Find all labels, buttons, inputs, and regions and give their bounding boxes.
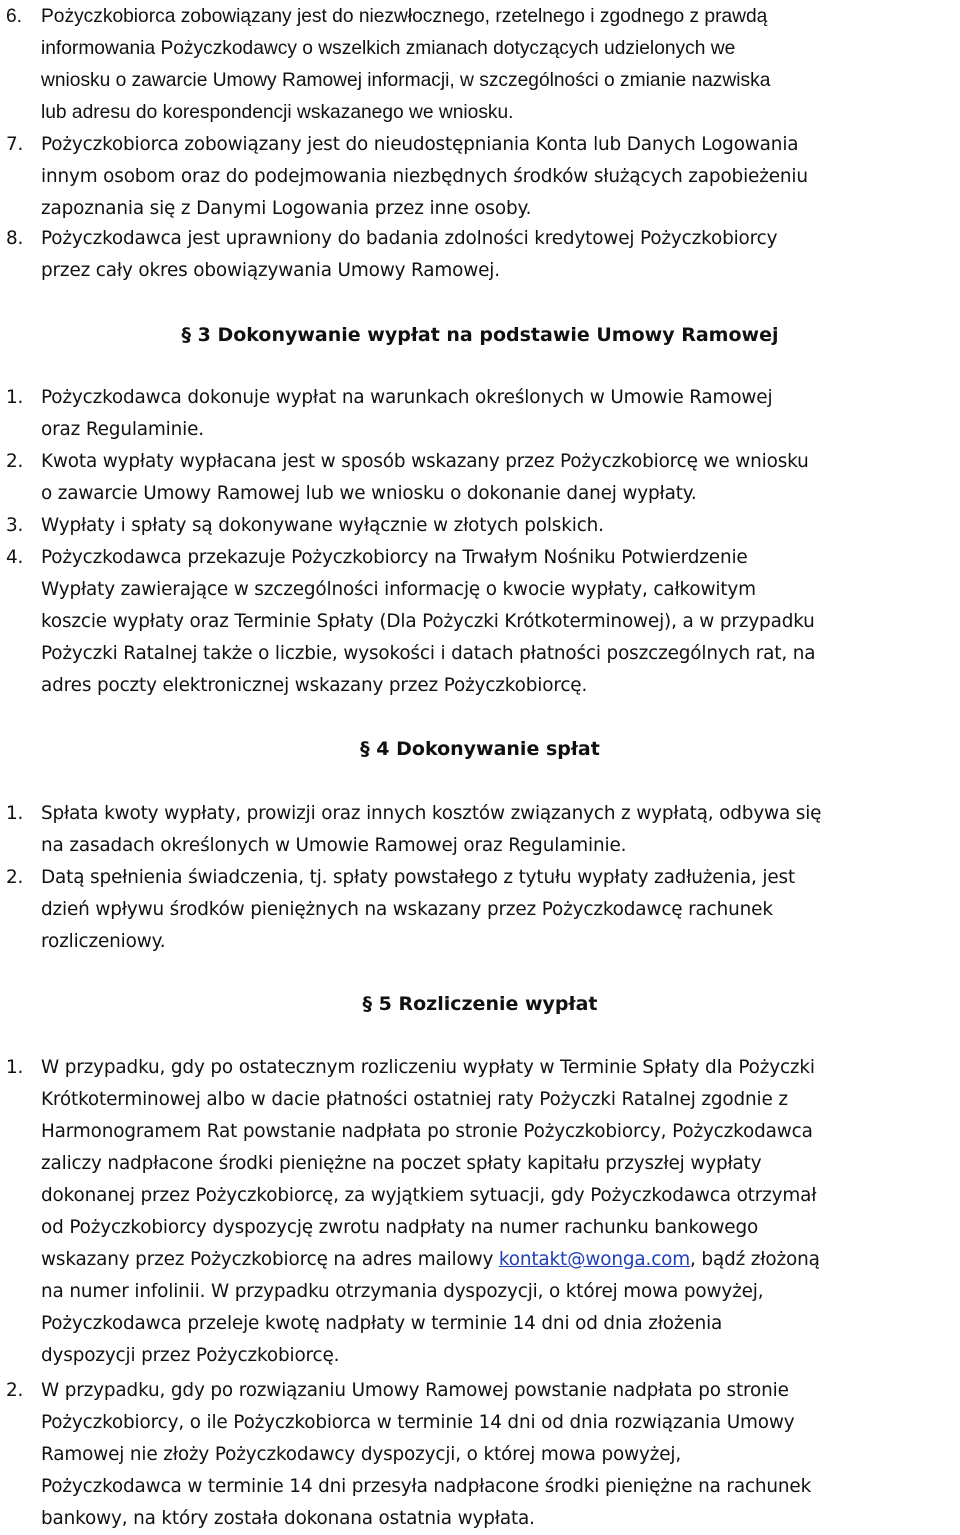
text-line: Datą spełnienia świadczenia, tj. spłaty powstałego z tytułu wypłaty zadłużenia, jest [41,867,796,888]
section3-item-1 [0,382,960,446]
text-line: Pożyczkodawca przekazuje Pożyczkobiorcy na Trwałym Nośniku Potwierdzenie [41,547,748,568]
section-heading-4: § 4 Dokonywanie spłat [360,738,600,760]
text-line: Pożyczkodawca dokonuje wypłat na warunkach określonych w Umowie Ramowej [41,387,773,408]
list-number: 6. [6,6,23,27]
text-line: Kwota wypłaty wypłacana jest w sposób wskazany przez Pożyczkobiorcę we wniosku [41,451,809,472]
text-line: dzień wpływu środków pieniężnych na wskazany przez Pożyczkodawcę rachunek [41,899,773,920]
list-number: 1. [6,387,24,408]
text-line: Pożyczki Ratalnej także o liczbie, wysokości i datach płatności poszczególnych rat, na [41,643,816,664]
list-number: 2. [6,1380,24,1401]
text-line: na zasadach określonych w Umowie Ramowej oraz Regulaminie. [41,835,627,856]
section5-item-2 [0,1375,960,1535]
text-line: o zawarcie Umowy Ramowej lub we wniosku o dokonanie danej wypłaty. [41,483,697,504]
list-number: 4. [6,547,24,568]
list-number: 1. [6,1057,24,1078]
text-segment: wskazany przez Pożyczkobiorcę na adres mailowy [41,1249,499,1270]
text-line: W przypadku, gdy po rozwiązaniu Umowy Ramowej powstanie nadpłata po stronie [41,1380,789,1401]
text-line: Pożyczkobiorcy, o ile Pożyczkobiorca w terminie 14 dni od dnia rozwiązania Umowy [41,1412,795,1433]
section5-item-1 [0,1052,960,1372]
text-line: Pożyczkobiorca zobowiązany jest do niezwłocznego, rzetelnego i zgodnego z prawdą [41,6,768,27]
text-line: od Pożyczkobiorcy dyspozycję zwrotu nadpłaty na numer rachunku bankowego [41,1217,759,1238]
text-line: Pożyczkodawca jest uprawniony do badania zdolności kredytowej Pożyczkobiorcy [41,228,778,249]
text-line: adres poczty elektronicznej wskazany przez Pożyczkobiorcę. [41,675,588,696]
text-line: informowania Pożyczkodawcy o wszelkich zmianach dotyczących udzielonych we [41,38,736,59]
email-link[interactable]: kontakt@wonga.com [498,1249,691,1270]
list-item-8 [0,223,960,287]
text-line: zaliczy nadpłacone środki pieniężne na poczet spłaty kapitału przyszłej wypłaty [41,1153,762,1174]
text-line: Ramowej nie złoży Pożyczkodawcy dyspozycji, o której mowa powyżej, [41,1444,682,1465]
text-line: lub adresu do korespondencji wskazanego we wniosku. [41,102,514,123]
list-number: 7. [6,134,24,155]
section-heading-5: § 5 Rozliczenie wypłat [362,993,598,1015]
text-line: rozliczeniowy. [41,931,166,952]
text-line: Pożyczkobiorca zobowiązany jest do nieudostępniania Konta lub Danych Logowania [41,134,799,155]
text-line: Pożyczkodawca w terminie 14 dni przesyła nadpłacone środki pieniężne na rachunek [41,1476,812,1497]
list-number: 3. [6,515,24,536]
text-line: Pożyczkodawca przeleje kwotę nadpłaty w terminie 14 dni od dnia złożenia [41,1313,723,1334]
text-line: Spłata kwoty wypłaty, prowizji oraz innych kosztów związanych z wypłatą, odbywa się [41,803,822,824]
text-line: Harmonogramem Rat powstanie nadpłata po stronie Pożyczkobiorcy, Pożyczkodawca [41,1121,813,1142]
list-item-7 [0,129,960,225]
text-line: Wypłaty i spłaty są dokonywane wyłącznie w złotych polskich. [41,515,604,536]
list-number: 2. [6,451,24,472]
text-segment: , bądź złożoną [690,1249,820,1270]
text-line: bankowy, na który została dokonana ostatnia wypłata. [41,1508,535,1529]
list-number: 1. [6,803,24,824]
section4-item-2 [0,862,960,958]
text-line: dokonanej przez Pożyczkobiorcę, za wyjątkiem sytuacji, gdy Pożyczkodawca otrzymał [41,1185,817,1206]
text-line: przez cały okres obowiązywania Umowy Ramowej. [41,260,500,281]
section3-item-4 [0,542,960,702]
text-line: koszcie wypłaty oraz Terminie Spłaty (Dla Pożyczki Krótkoterminowej), a w przypadku [41,611,815,632]
text-line: Wypłaty zawierające w szczególności informację o kwocie wypłaty, całkowitym [41,579,756,600]
text-line: zapoznania się z Danymi Logowania przez inne osoby. [41,198,532,219]
list-number: 8. [6,228,24,249]
text-line-with-email [0,1244,960,1276]
section4-item-1 [0,798,960,862]
section3-item-3 [0,510,960,542]
list-number: 2. [6,867,24,888]
text-line: oraz Regulaminie. [41,419,204,440]
list-item-6 [0,1,960,129]
text-line: dyspozycji przez Pożyczkobiorcę. [41,1345,340,1366]
text-line: Krótkoterminowej albo w dacie płatności ostatniej raty Pożyczki Ratalnej zgodnie z [41,1089,788,1110]
text-line: na numer infolinii. W przypadku otrzymania dyspozycji, o której mowa powyżej, [41,1281,764,1302]
section-heading-3: § 3 Dokonywanie wypłat na podstawie Umowy Ramowej [181,324,779,346]
text-line: wniosku o zawarcie Umowy Ramowej informacji, w szczególności o zmianie nazwiska [41,70,771,91]
text-line: W przypadku, gdy po ostatecznym rozliczeniu wypłaty w Terminie Spłaty dla Pożyczki [41,1057,815,1078]
section3-item-2 [0,446,960,510]
text-line: innym osobom oraz do podejmowania niezbędnych środków służących zapobieżeniu [41,166,808,187]
